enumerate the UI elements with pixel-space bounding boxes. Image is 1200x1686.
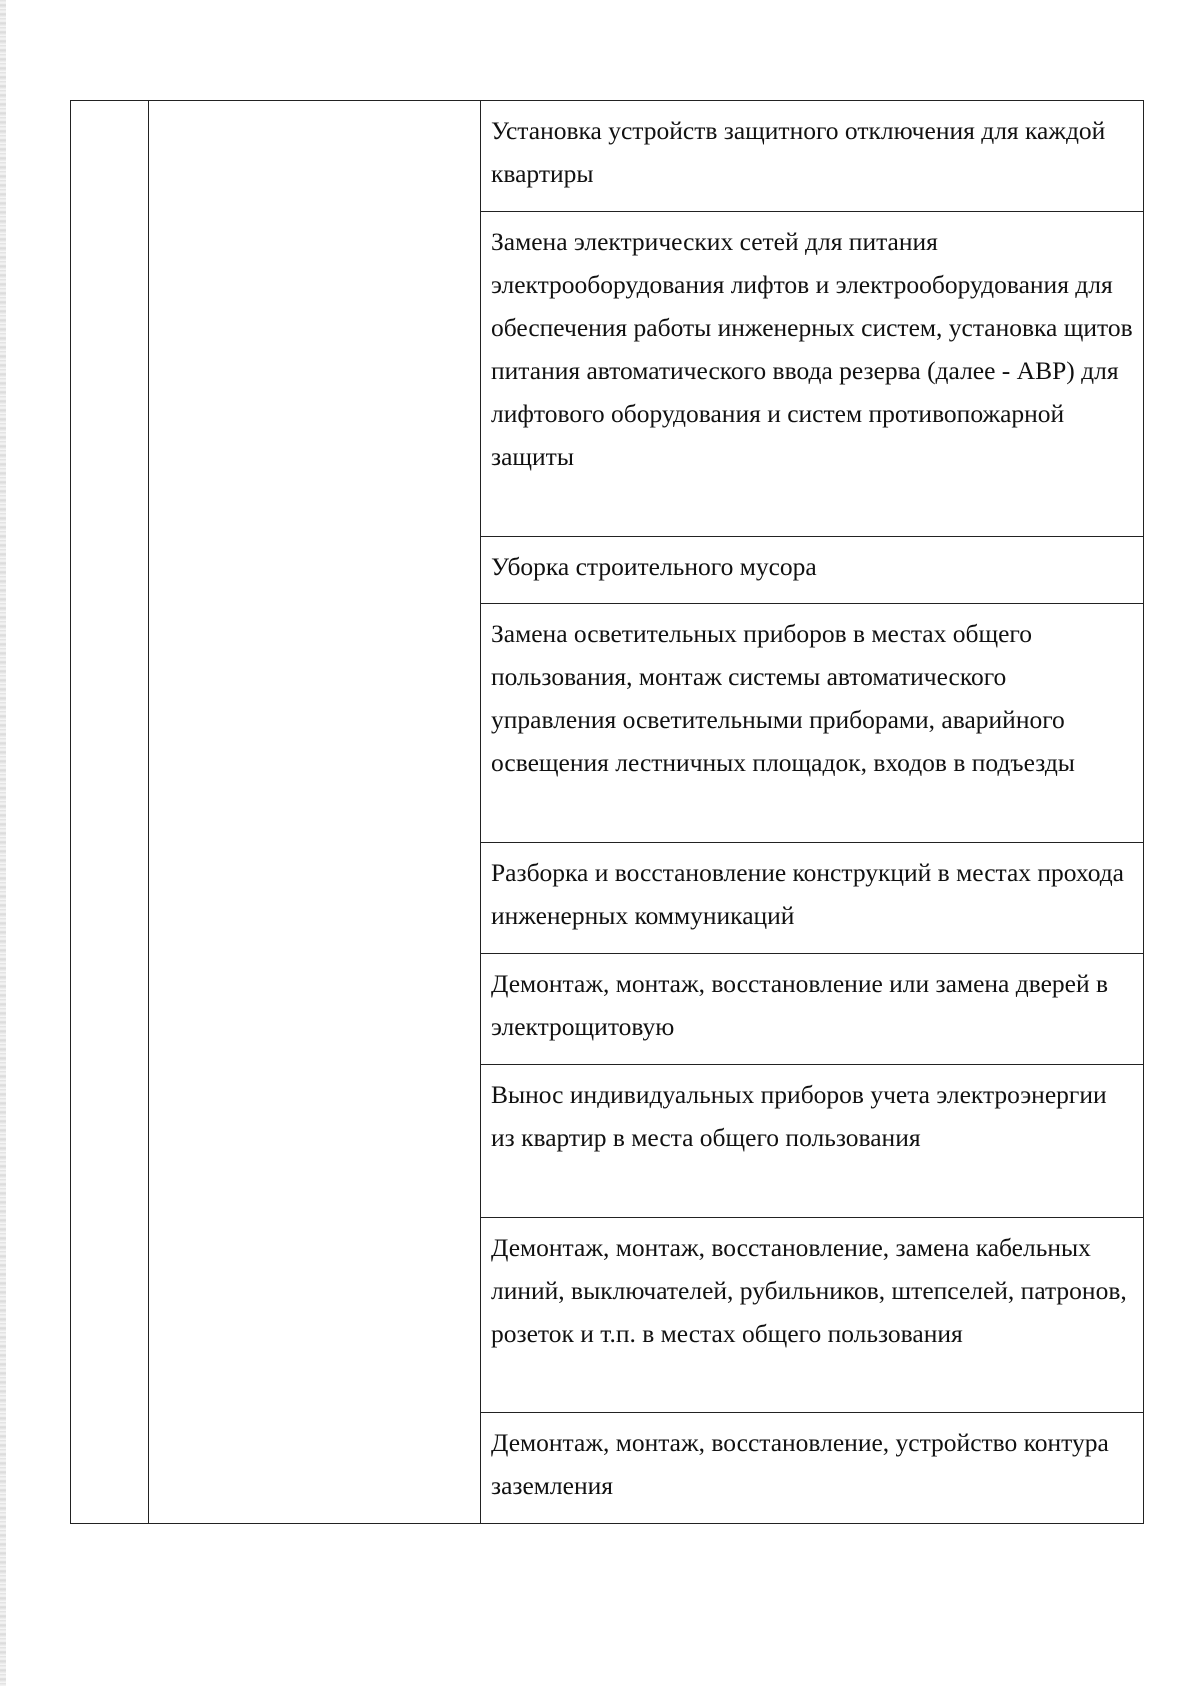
work-item-cell (481, 537, 1144, 604)
work-item-cell (481, 212, 1144, 537)
work-item-text: Демонтаж, монтаж, восстановление, устройство контура заземления (491, 1428, 1109, 1500)
work-item-cell (481, 604, 1144, 843)
work-item-text: Уборка строительного мусора (491, 552, 817, 581)
work-item-text: Установка устройств защитного отключения для каждой квартиры (491, 116, 1106, 188)
work-item-cell (481, 101, 1144, 212)
work-item-cell (481, 1413, 1144, 1524)
work-item-cell (481, 954, 1144, 1065)
works-table (70, 100, 1144, 1524)
scan-edge (0, 0, 6, 1686)
work-item-text: Демонтаж, монтаж, восстановление или замена дверей в электрощитовую (491, 969, 1109, 1041)
number-column-cell (71, 101, 149, 1524)
work-item-cell (481, 1218, 1144, 1413)
work-item-text: Замена электрических сетей для питания электрооборудования лифтов и электрооборудования для обеспечения работы инженерных систем, установка щитов питания автоматического ввода резерва (далее - АВР) для лифтового оборудования и систем противопожарной защиты (491, 227, 1133, 471)
work-item-cell (481, 1065, 1144, 1218)
work-item-cell (481, 843, 1144, 954)
table-row (71, 101, 1144, 212)
work-item-text: Демонтаж, монтаж, восстановление, замена кабельных линий, выключателей, рубильников, штепселей, патронов, розеток и т.п. в местах общего пользования (491, 1233, 1127, 1348)
work-item-text: Разборка и восстановление конструкций в местах прохода инженерных коммуникаций (491, 858, 1125, 930)
work-item-text: Вынос индивидуальных приборов учета электроэнергии из квартир в места общего пользования (491, 1080, 1107, 1152)
name-column-cell (149, 101, 481, 1524)
work-item-text: Замена осветительных приборов в местах общего пользования, монтаж системы автоматического управления осветительными приборами, аварийного освещения лестничных площадок, входов в подъезды (491, 619, 1075, 777)
